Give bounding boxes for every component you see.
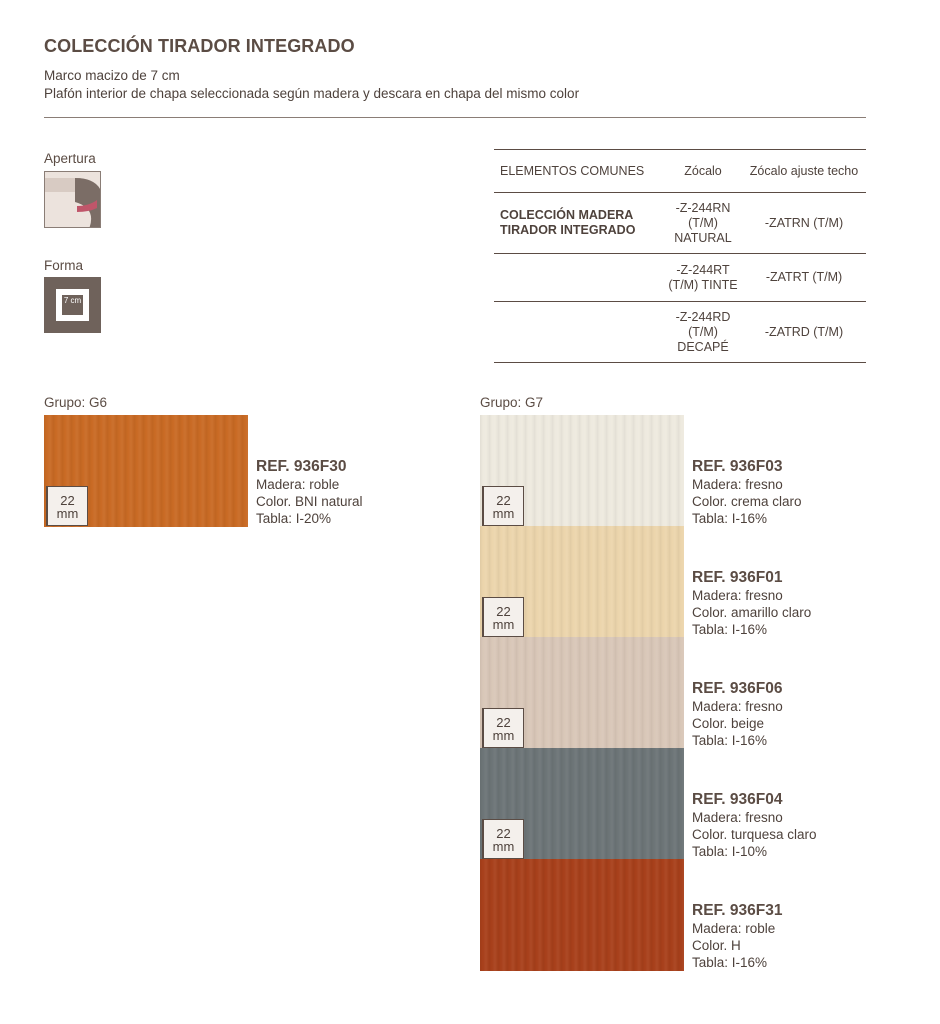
ref-code: REF. 936F01 (692, 569, 783, 586)
color-name: Color. beige (692, 716, 765, 731)
swatch-info (256, 457, 363, 527)
color-name: Color. turquesa claro (692, 827, 817, 842)
wood-swatch (44, 415, 248, 527)
thickness-badge (482, 819, 524, 859)
color-name: Color. BNI natural (256, 494, 363, 509)
wood-type: Madera: fresno (692, 699, 783, 714)
badge-value: 22 (496, 715, 511, 730)
wood-type: Madera: fresno (692, 477, 783, 492)
apertura-icon (44, 171, 101, 228)
swatch-info (692, 901, 782, 971)
swatch-info (692, 457, 802, 527)
board-spec: Tabla: I-16% (692, 511, 768, 526)
badge-unit: mm (492, 839, 515, 854)
wood-swatch (480, 748, 684, 860)
group-g7-label: Grupo: G7 (480, 395, 544, 410)
ref-code: REF. 936F30 (256, 458, 347, 475)
thickness-badge (482, 708, 524, 748)
badge-value: 22 (496, 826, 511, 841)
wood-type: Madera: fresno (692, 810, 783, 825)
badge-unit: mm (492, 506, 515, 521)
wood-type: Madera: roble (256, 477, 340, 492)
wood-type: Madera: roble (692, 921, 776, 936)
th-zocalo-ajuste: Zócalo ajuste techo (749, 163, 859, 178)
group-g6-label: Grupo: G6 (44, 395, 108, 410)
badge-unit: mm (492, 728, 515, 743)
page-title: COLECCIÓN TIRADOR INTEGRADO (44, 36, 355, 56)
badge-unit: mm (56, 506, 79, 521)
header-divider (44, 117, 866, 118)
cell-ajuste: -ZATRN (T/M) (764, 215, 844, 230)
table-row (494, 302, 866, 363)
cell-ajuste: -ZATRT (T/M) (765, 270, 843, 284)
swatch-info (692, 679, 783, 749)
forma-icon (44, 277, 101, 333)
badge-unit: mm (492, 617, 515, 632)
color-name: Color. crema claro (692, 494, 802, 509)
cell-ajuste: -ZATRD (T/M) (764, 324, 844, 339)
forma-label: Forma (44, 258, 84, 273)
table-row (494, 193, 866, 254)
row-head: COLECCIÓN MADERA TIRADOR INTEGRADO (500, 208, 636, 237)
subtitle-frame: Marco macizo de 7 cm (44, 68, 180, 83)
row-head (494, 254, 664, 302)
board-spec: Tabla: I-16% (692, 733, 768, 748)
ref-code: REF. 936F06 (692, 680, 783, 697)
swatch-info (692, 568, 811, 638)
board-spec: Tabla: I-20% (256, 511, 332, 526)
ref-code: REF. 936F04 (692, 791, 783, 808)
wood-swatch (480, 526, 684, 638)
color-name: Color. H (692, 938, 741, 953)
th-zocalo: Zócalo (684, 163, 722, 178)
wood-type: Madera: fresno (692, 588, 783, 603)
badge-value: 22 (496, 493, 511, 508)
cell-zocalo: -Z-244RT (T/M) TINTE (668, 262, 738, 292)
cell-zocalo: -Z-244RN (T/M) NATURAL (674, 200, 732, 245)
thickness-badge (482, 486, 524, 526)
thickness-badge (482, 597, 524, 637)
subtitle-panel: Plafón interior de chapa seleccionada según madera y descara en chapa del mismo color (44, 86, 580, 101)
cell-zocalo: -Z-244RD (T/M) DECAPÉ (675, 309, 731, 354)
table-row (494, 254, 866, 302)
frame-size-icon: 7 cm (62, 295, 83, 315)
wood-swatch (480, 637, 684, 749)
th-elementos: ELEMENTOS COMUNES (500, 163, 645, 178)
apertura-label: Apertura (44, 151, 96, 166)
ref-code: REF. 936F03 (692, 458, 783, 475)
badge-value: 22 (60, 493, 75, 508)
thickness-badge (46, 486, 88, 526)
common-elements-table (494, 149, 866, 363)
color-name: Color. amarillo claro (692, 605, 812, 620)
board-spec: Tabla: I-16% (692, 622, 768, 637)
swatch-info (692, 790, 817, 860)
door-handle-icon (45, 172, 101, 228)
board-spec: Tabla: I-10% (692, 844, 768, 859)
wood-swatch (480, 859, 684, 971)
badge-value: 22 (496, 604, 511, 619)
row-head (494, 302, 664, 363)
wood-swatch (480, 415, 684, 527)
ref-code: REF. 936F31 (692, 902, 783, 919)
board-spec: Tabla: I-16% (692, 955, 768, 970)
